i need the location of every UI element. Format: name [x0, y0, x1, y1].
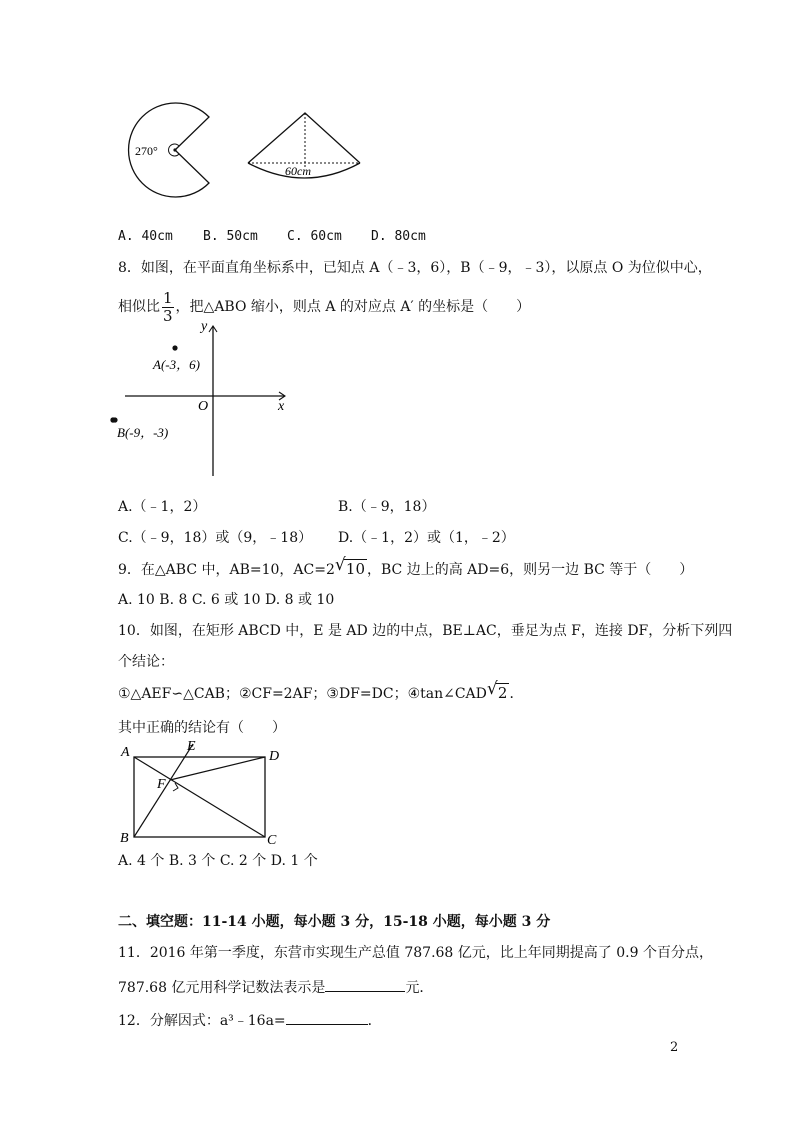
fraction-numerator: 1 [163, 288, 173, 307]
fraction-denominator: 3 [163, 306, 173, 325]
q11-line2 [118, 977, 433, 998]
q10-line1: 10．如图，在矩形 ABCD 中，E 是 AD 边的中点，BE⊥AC，垂足为点 F，连接 DF，分析下列四 [118, 623, 733, 639]
q9-question [118, 555, 694, 580]
q8-text-before: 相似比 [118, 299, 160, 315]
q10-line3-end: ． [509, 686, 524, 702]
origin-label: O [198, 399, 209, 414]
q10-sqrt: √ 2 [486, 679, 508, 702]
q7-option-b: B. 50cm [203, 229, 258, 244]
q7-option-d: D. 80cm [371, 229, 426, 244]
q9-text-before: 9．在△ABC 中，AB=10，AC=2 [118, 562, 335, 578]
label-c: C [267, 833, 277, 848]
q9-sqrt: √ 10 [334, 555, 365, 578]
q10-conclusions: ①△AEF∽△CAB；②CF=2AF；③DF=DC；④tan∠CAD [118, 686, 487, 702]
cone-label: 60cm [285, 164, 311, 178]
q12-question [118, 1010, 382, 1031]
point-a-label: A(-3，6) [153, 357, 200, 372]
q12-answer-blank[interactable] [286, 1010, 368, 1025]
sector-angle-label: 270° [135, 144, 158, 158]
section-heading: 二、填空题：11-14 小题，每小题 3 分，15-18 小题，每小题 3 分 [118, 914, 551, 930]
point-b-marker [110, 415, 120, 425]
q12-text-after: ． [367, 1013, 382, 1029]
label-b: B [120, 831, 129, 846]
cone-shape [248, 113, 360, 163]
q11-text-before: 787.68 亿元用科学记数法表示是 [118, 980, 326, 996]
page-number: 2 [670, 1040, 679, 1055]
label-e: E [187, 739, 196, 754]
q8-text-after: ，把△ABO 缩小，则点 A 的对应点 A′ 的坐标是（ ） [175, 299, 531, 315]
q8-coordinate-figure [115, 318, 295, 480]
q8-option-c: C.（﹣9，18）或（9，﹣18） [118, 530, 313, 546]
label-f: F [157, 777, 166, 792]
q10-options: A. 4 个 B. 3 个 C. 2 个 D. 1 个 [118, 853, 318, 869]
q12-text-before: 12．分解因式：a³﹣16a= [118, 1013, 286, 1029]
q7-option-a: A. 40cm [118, 229, 173, 244]
q11-line1: 11．2016 年第一季度，东营市实现生产总值 787.68 亿元，比上年同期提高了 0.9 个百分点， [118, 945, 713, 961]
label-d: D [269, 749, 280, 764]
q9-options: A. 10 B. 8 C. 6 或 10 D. 8 或 10 [118, 592, 335, 608]
q8-option-b: B.（﹣9，18） [338, 499, 436, 515]
x-axis-label: x [278, 399, 285, 414]
label-a: A [121, 745, 130, 760]
q7-option-c: C. 60cm [287, 229, 342, 244]
q9-text-after: ，BC 边上的高 AD=6，则另一边 BC 等于（ ） [367, 562, 694, 578]
right-angle-mark [173, 783, 178, 791]
point-b-label: B(-9，-3) [117, 425, 169, 440]
diagonal-ac [134, 757, 265, 837]
q10-line3 [118, 679, 524, 704]
q10-line4: 其中正确的结论有（ ） [118, 720, 286, 736]
segment-df [170, 757, 265, 780]
q8-option-d: D.（﹣1，2）或（1，﹣2） [338, 530, 515, 546]
sqrt-radicand: 10 [345, 560, 365, 578]
y-axis-label: y [201, 319, 208, 334]
q7-options [118, 227, 426, 247]
q8-options-row1 [118, 497, 435, 517]
q8-options-row2 [118, 528, 515, 548]
sqrt-radicand: 2 [497, 684, 508, 702]
q11-text-after: 元． [405, 980, 434, 996]
q8-line1: 8．如图，在平面直角坐标系中，已知点 A（﹣3，6），B（﹣9，﹣3），以原点 O 为位似中心， [118, 260, 712, 276]
sector-cone-figure [115, 95, 375, 205]
q10-line2: 个结论： [118, 654, 174, 670]
rectangle-figure [115, 739, 280, 850]
point-a-dot [172, 345, 177, 350]
q11-answer-blank[interactable] [325, 977, 405, 992]
q8-option-a: A.（﹣1，2） [118, 499, 207, 515]
